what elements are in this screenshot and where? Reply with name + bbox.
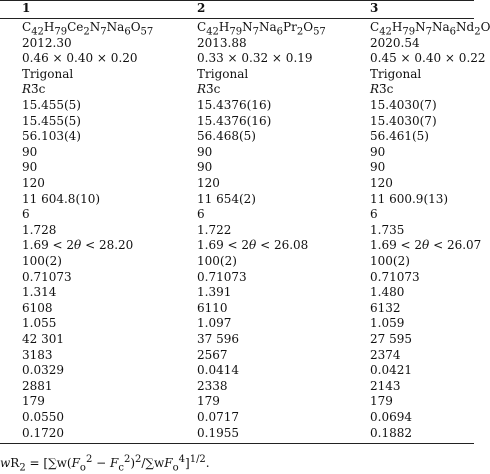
table-cell: 11 604.8(10) bbox=[22, 191, 101, 206]
table-cell: R3̄c bbox=[22, 82, 46, 97]
table-cell: 2012.30 bbox=[22, 35, 72, 50]
footnote: $wR_2 = [\sum w(F_o^2 - F_c^2)^2/\sum wF_o^4]^{1/2}$. bbox=[0, 454, 210, 474]
table-cell: 179 bbox=[197, 394, 220, 409]
table-cell: 0.71073 bbox=[370, 269, 420, 284]
table-cell: 120 bbox=[197, 176, 220, 190]
table-cell: 90 bbox=[197, 144, 213, 159]
table-cell: 15.455(5) bbox=[22, 98, 81, 112]
table-cell: 56.461(5) bbox=[370, 129, 429, 144]
table-cell: 90 bbox=[22, 144, 38, 159]
table-cell: 2338 bbox=[197, 378, 228, 393]
bottom-rule bbox=[0, 443, 474, 444]
column-header-3: 3 bbox=[370, 1, 379, 15]
table-cell: 90 bbox=[370, 144, 386, 159]
table-cell: 2020.54 bbox=[370, 35, 420, 50]
table-cell: 56.103(4) bbox=[22, 129, 81, 144]
table-cell: 6132 bbox=[370, 300, 401, 315]
table-cell: 2013.88 bbox=[197, 35, 247, 50]
table-cell: 1.69 < 2θ < 28.20 bbox=[22, 238, 134, 253]
table-cell: 0.46 × 0.40 × 0.20 bbox=[22, 51, 138, 66]
table-cell: 1.722 bbox=[197, 222, 232, 237]
table-cell: 6108 bbox=[22, 300, 53, 315]
table-cell: 6110 bbox=[197, 300, 228, 315]
table-cell: 179 bbox=[370, 394, 393, 409]
table-cell: 6 bbox=[22, 207, 30, 222]
table-cell: 0.45 × 0.40 × 0.22 bbox=[370, 51, 486, 66]
table-cell: 1.059 bbox=[370, 316, 405, 331]
table-cell: 0.0414 bbox=[197, 363, 239, 378]
table-cell: Trigonal bbox=[197, 66, 249, 81]
table-cell: 3183 bbox=[22, 347, 53, 362]
table-cell: 0.0694 bbox=[370, 410, 412, 424]
table-cell: 1.735 bbox=[370, 222, 405, 237]
table-cell: 100(2) bbox=[22, 254, 62, 268]
table-cell: R3̄c bbox=[197, 82, 221, 97]
table-cell: 90 bbox=[22, 160, 38, 175]
column-header-1: 1 bbox=[22, 1, 31, 15]
table-cell: 27 595 bbox=[370, 332, 412, 346]
table-cell: 15.4376(16) bbox=[197, 113, 272, 128]
table-cell: 1.097 bbox=[197, 316, 232, 331]
table-cell: 0.0421 bbox=[370, 363, 412, 378]
table-cell: 2881 bbox=[22, 378, 53, 393]
table-cell: 15.4030(7) bbox=[370, 98, 437, 112]
table-cell: 15.4376(16) bbox=[197, 98, 272, 112]
table-cell: 2374 bbox=[370, 347, 401, 362]
table-cell: 0.33 × 0.32 × 0.19 bbox=[197, 51, 313, 66]
table-cell: 1.69 < 2θ < 26.07 bbox=[370, 238, 482, 253]
table-cell: 42 301 bbox=[22, 332, 64, 346]
table-cell: 0.1955 bbox=[197, 425, 239, 440]
column-header-2: 2 bbox=[197, 1, 206, 15]
table-cell: 2567 bbox=[197, 347, 228, 362]
table-cell: Trigonal bbox=[22, 66, 74, 81]
table-cell: 90 bbox=[197, 160, 213, 175]
table-cell: 1.391 bbox=[197, 285, 232, 300]
table-cell: 1.69 < 2θ < 26.08 bbox=[197, 238, 309, 253]
table-cell: 15.455(5) bbox=[22, 113, 81, 128]
table-cell: 100(2) bbox=[197, 254, 237, 268]
table-cell: 90 bbox=[370, 160, 386, 175]
table-cell: 0.0550 bbox=[22, 410, 64, 424]
table-cell: $C_{42}H_{79}N_7Na_6Nd_2O$ bbox=[370, 20, 490, 38]
table-cell: 6 bbox=[197, 207, 205, 222]
table-cell: 0.0717 bbox=[197, 410, 239, 424]
table-cell: 56.468(5) bbox=[197, 129, 256, 144]
table-cell: $C_{42}H_{79}Ce_2N_7Na_6O_{57}$ bbox=[22, 20, 154, 38]
table-cell: 15.4030(7) bbox=[370, 113, 437, 128]
table-cell: $C_{42}H_{79}N_7Na_6Pr_2O_{57}$ bbox=[197, 20, 326, 38]
table-cell: 0.71073 bbox=[197, 269, 247, 284]
table-cell: 11 600.9(13) bbox=[370, 191, 449, 206]
table-cell: 0.1882 bbox=[370, 425, 412, 440]
table-cell: 120 bbox=[370, 176, 393, 190]
top-rule bbox=[0, 0, 474, 1]
table-cell: 1.728 bbox=[22, 222, 57, 237]
table-cell: Trigonal bbox=[370, 66, 422, 81]
table-cell: 0.71073 bbox=[22, 269, 72, 284]
table-cell: 120 bbox=[22, 176, 45, 190]
table-cell: 1.480 bbox=[370, 285, 405, 300]
table-cell: 100(2) bbox=[370, 254, 410, 268]
table-cell: 1.314 bbox=[22, 285, 57, 300]
table-cell: 37 596 bbox=[197, 332, 239, 346]
table-cell: 1.055 bbox=[22, 316, 57, 331]
table-cell: 6 bbox=[370, 207, 378, 222]
table-cell: 11 654(2) bbox=[197, 191, 256, 206]
table-cell: 0.1720 bbox=[22, 425, 64, 440]
table-cell: R3̄c bbox=[370, 82, 394, 97]
table-cell: 179 bbox=[22, 394, 45, 409]
table-cell: 0.0329 bbox=[22, 363, 64, 378]
table-cell: 2143 bbox=[370, 378, 401, 393]
